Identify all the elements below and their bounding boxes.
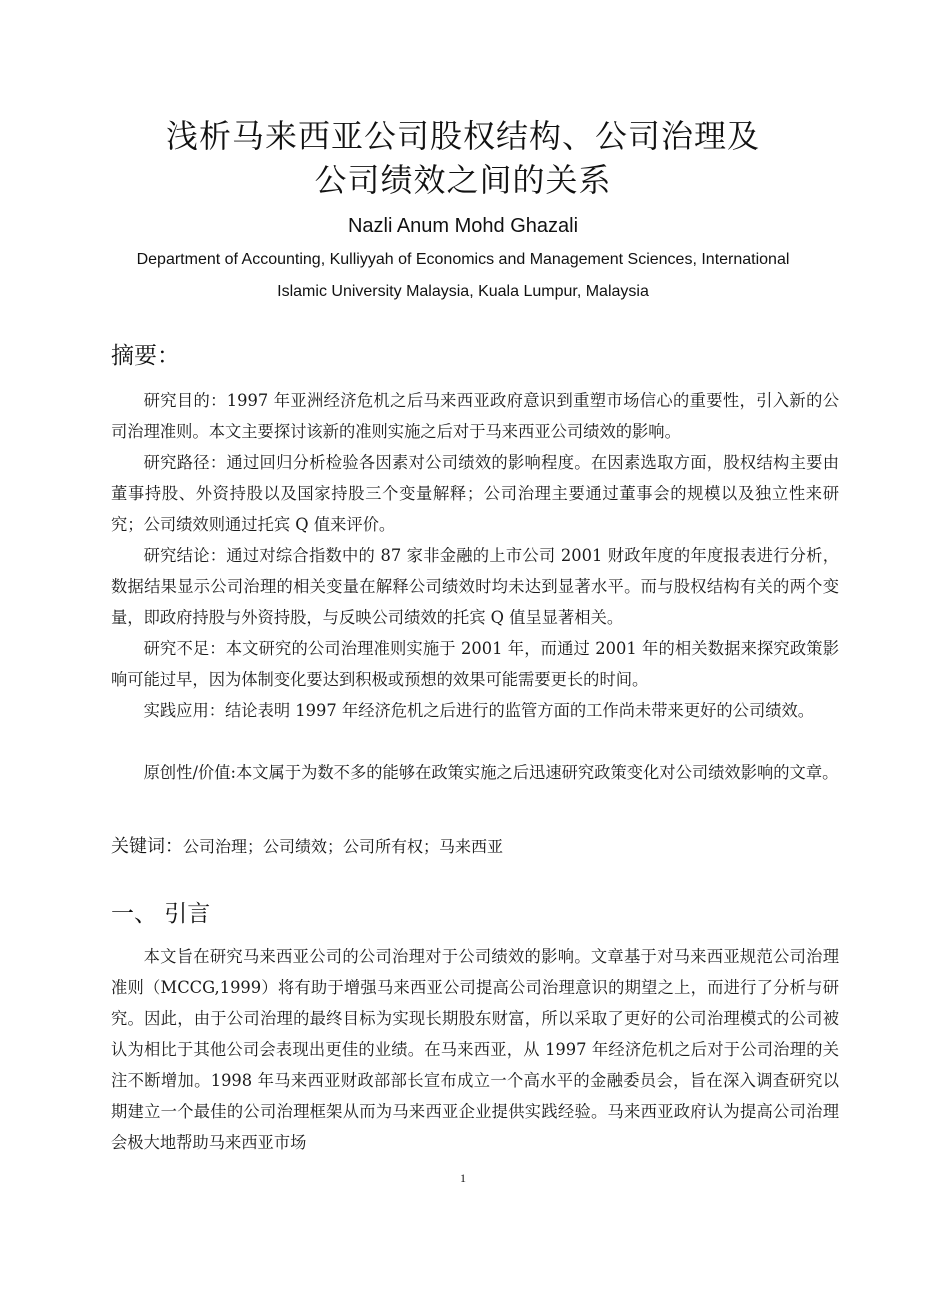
paper-title-line-1: 浅析马来西亚公司股权结构、公司治理及: [165, 117, 760, 155]
author-affiliation-line-2: Islamic University Malaysia, Kuala Lumpur, Malaysia: [277, 283, 649, 300]
author-name: Nazli Anum Mohd Ghazali: [347, 215, 579, 237]
author-affiliation-line-1: Department of Accounting, Kulliyyah of Economics and Management Sciences, International: [136, 251, 790, 268]
keywords-label: 关键词：: [111, 836, 183, 857]
introduction-heading: 一、 引言: [111, 901, 211, 927]
keywords-value: 公司治理；公司绩效；公司所有权；马来西亚: [183, 837, 504, 856]
abstract-paragraph-findings: 研究结论：通过对综合指数中的 87 家非金融的上市公司 2001 财政年度的年度报表进行分析，数据结果显示公司治理的相关变量在解释公司绩效时均未达到显著水平。而与股权结构有关的两个变量，即政府持股与外资持股，与反映公司绩效的托宾 Q 值呈显著相关。: [111, 546, 839, 627]
page-number: 1: [460, 1171, 466, 1185]
abstract-paragraph-originality: 原创性/价值:本文属于为数不多的能够在政策实施之后迅速研究政策变化对公司绩效影响的文章。: [143, 763, 839, 782]
abstract-paragraph-implications: 实践应用：结论表明 1997 年经济危机之后进行的监管方面的工作尚未带来更好的公司绩效。: [143, 701, 815, 720]
paper-title-line-2: 公司绩效之间的关系: [314, 161, 612, 199]
abstract-paragraph-approach: 研究路径：通过回归分析检验各因素对公司绩效的影响程度。在因素选取方面，股权结构主要由董事持股、外资持股以及国家持股三个变量解释；公司治理主要通过董事会的规模以及独立性来研究；公司绩效则通过托宾 Q 值来评价。: [111, 453, 839, 534]
abstract-heading: 摘要：: [111, 343, 180, 369]
abstract-paragraph-purpose: 研究目的：1997 年亚洲经济危机之后马来西亚政府意识到重塑市场信心的重要性，引入新的公司治理准则。本文主要探讨该新的准则实施之后对于马来西亚公司绩效的影响。: [111, 391, 839, 441]
keywords-line: [111, 832, 839, 863]
abstract-paragraph-limitations: 研究不足：本文研究的公司治理准则实施于 2001 年，而通过 2001 年的相关数据来探究政策影响可能过早，因为体制变化要达到积极或预想的效果可能需要更长的时间。: [111, 639, 839, 689]
introduction-paragraph: 本文旨在研究马来西亚公司的公司治理对于公司绩效的影响。文章基于对马来西亚规范公司治理准则（MCCG,1999）将有助于增强马来西亚公司提高公司治理意识的期望之上，而进行了分析与研究。因此，由于公司治理的最终目标为实现长期股东财富，所以采取了更好的公司治理模式的公司被认为相比于其他公司会表现出更佳的业绩。在马来西亚，从 1997 年经济危机之后对于公司治理的关注不断增加。1998 年马来西亚财政部部长宣布成立一个高水平的金融委员会，旨在深入调查研究以期建立一个最佳的公司治理框架从而为马来西亚企业提供实践经验。马来西亚政府认为提高公司治理会极大地帮助马来西亚市场: [111, 947, 839, 1152]
